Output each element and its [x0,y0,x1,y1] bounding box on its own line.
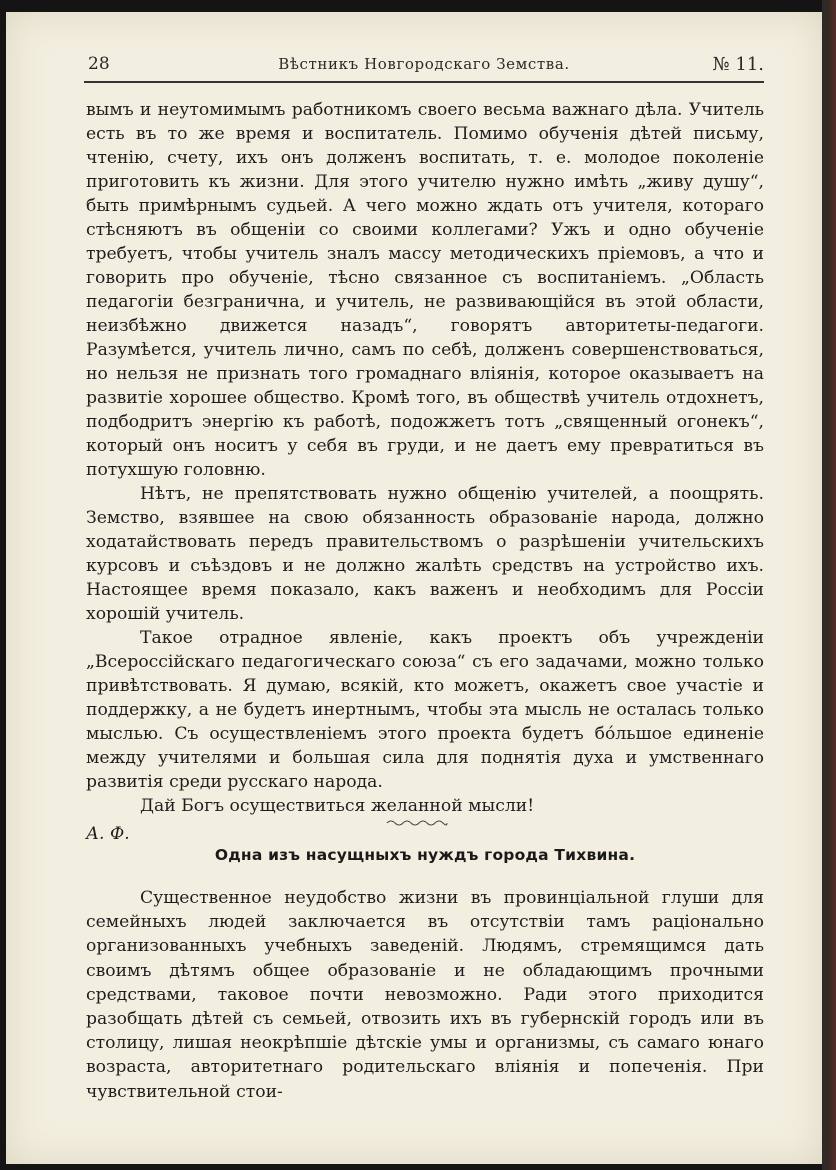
paragraph-2: Нѣтъ, не препятствовать нужно общенію учителей, а поощрять. Земство, взявшее на свою обязанность образованіе народа, должно ходатайствовать передъ правительствомъ о разрѣшеніи учительскихъ курсовъ и съѣздовъ и не должно жалѣть средствъ на устройство ихъ. Настоящее время показало, какъ важенъ и необходимъ для Россіи хорошій учитель. [86,484,764,624]
header-rule [84,81,764,83]
article-title: Одна изъ насущныхъ нуждъ города Тихвина. [214,846,636,864]
running-header [84,52,764,78]
ornament-divider [385,818,449,828]
issue-number: № 11. [712,54,764,75]
journal-title: Вѣстникъ Новгородскаго Земства. [278,55,570,73]
book-edge [822,0,836,1170]
article-continuation [86,98,764,846]
author-signature: А. Ф. [86,824,130,844]
page-number: 28 [88,54,110,74]
paragraph-5: Существенное неудобство жизни въ провинціальной глуши для семейныхъ людей заключается въ отсутствіи тамъ раціонально организованныхъ учебныхъ заведеній. Людямъ, стремящимся дать своимъ дѣтямъ общее образованіе и не обладающимъ прочными средствами, таковое почти невозможно. Ради этого приходится разобщать дѣтей съ семьей, отвозить ихъ въ губернскій городъ или въ столицу, лишая неокрѣпшіе дѣтскіе умы и организмы, съ самаго юнаго возраста, авторитетнаго родительскаго вліянія и попеченія. При чувствительной стои- [86,888,764,1102]
paragraph-4: Дай Богъ осуществиться желанной мысли! [140,796,535,816]
paragraph-1: вымъ и неутомимымъ работникомъ своего весьма важнаго дѣла. Учитель есть въ то же время и воспитатель. Помимо обученія дѣтей письму, чтенію, счету, ихъ онъ долженъ воспитать, т. е. молодое поколеніе приготовить къ жизни. Для этого учителю нужно имѣть „живу душу“, быть примѣрнымъ судьей. А чего можно ждать отъ учителя, котораго стѣсняютъ въ общеніи со своими коллегами? Ужъ и одно обученіе требуетъ, чтобы учитель зналъ массу методическихъ пріемовъ, а что и говорить про обученіе, тѣсно связанное съ воспитаніемъ. „Область педагогіи безгранична, и учитель, не развивающійся въ этой области, неизбѣжно движется назадъ“, говорятъ авторитеты-педагоги. Разумѣется, учитель лично, самъ по себѣ, долженъ совершенствоваться, но нельзя не признать того громаднаго вліянія, которое оказываетъ на развитіе хорошее общество. Кромѣ того, въ обществѣ учитель отдохнетъ, подбодритъ энергію къ работѣ, подожжетъ тотъ „священный огонекъ“, который онъ носитъ у себя въ груди, и не даетъ ему превратиться въ потухшую головню. [86,100,764,480]
paragraph-3: Такое отрадное явленіе, какъ проектъ объ учрежденіи „Всероссійскаго педагогическаго союза“ съ его задачами, можно только привѣтствовать. Я думаю, всякій, кто можетъ, окажетъ свое участіе и поддержку, а не будетъ инертнымъ, чтобы эта мысль не осталась только мыслью. Съ осуществленіемъ этого проекта будетъ бо́льшое единеніе между учителями и большая сила для поднятія духа и умственнаго развитія среди русскаго народа. [86,628,764,792]
article-body [86,886,764,1104]
